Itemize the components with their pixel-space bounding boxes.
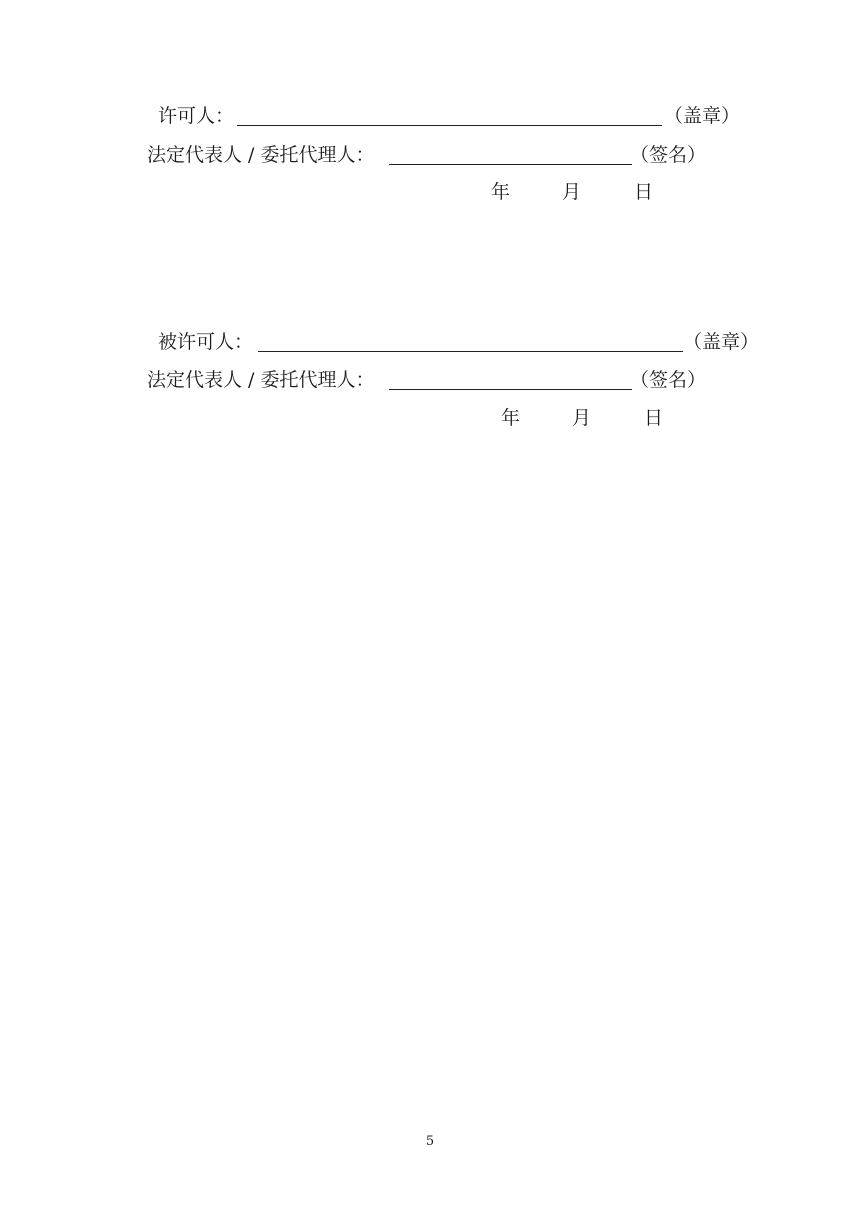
licensor-representative-blank-line[interactable] bbox=[389, 164, 632, 165]
licensee-representative-blank-line[interactable] bbox=[389, 389, 632, 390]
licensee-blank-line[interactable] bbox=[258, 351, 683, 352]
licensee-date-month: 月 bbox=[572, 407, 592, 429]
licensor-representative-label: 法定代表人 / 委托代理人： bbox=[147, 144, 375, 166]
licensor-blank-line[interactable] bbox=[237, 125, 662, 126]
licensee-sign-note: （签名） bbox=[630, 369, 707, 391]
licensor-date-year: 年 bbox=[491, 181, 511, 203]
page-number: 5 bbox=[425, 1134, 435, 1149]
licensor-label: 许可人： bbox=[158, 105, 235, 127]
licensee-seal-note: （盖章） bbox=[683, 331, 760, 353]
licensor-date-day: 日 bbox=[634, 181, 654, 203]
licensor-sign-note: （签名） bbox=[630, 144, 707, 166]
licensor-seal-note: （盖章） bbox=[664, 105, 741, 127]
licensee-label: 被许可人： bbox=[158, 331, 254, 353]
licensee-representative-label: 法定代表人 / 委托代理人： bbox=[147, 369, 375, 391]
licensee-date-day: 日 bbox=[644, 407, 664, 429]
licensee-date-year: 年 bbox=[501, 407, 521, 429]
licensor-date-month: 月 bbox=[562, 181, 582, 203]
